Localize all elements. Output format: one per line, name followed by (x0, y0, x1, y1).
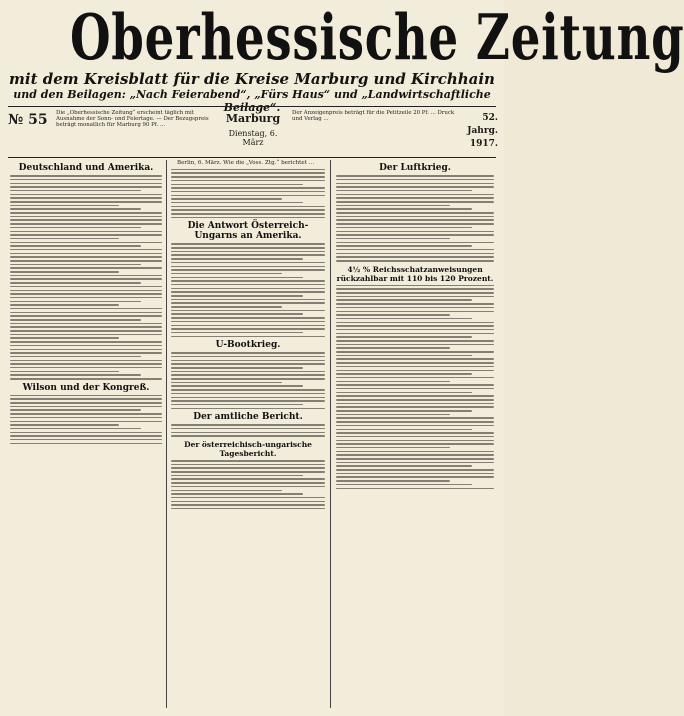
text-line (10, 183, 162, 185)
text-line (171, 393, 325, 395)
text-line (336, 454, 494, 456)
text-line (336, 299, 472, 301)
text-line (10, 197, 162, 199)
text-line (171, 475, 303, 477)
text-line (336, 432, 494, 434)
text-line (10, 256, 162, 258)
text-line (336, 256, 494, 258)
text-line (336, 366, 494, 368)
text-line (336, 392, 472, 394)
text-line (171, 262, 325, 264)
text-line (10, 278, 162, 280)
text-line (336, 469, 494, 471)
column-1 (10, 160, 162, 710)
text-line (336, 429, 472, 431)
text-line (171, 247, 325, 249)
text-line (171, 273, 282, 275)
text-line (10, 315, 162, 317)
article-body (171, 460, 325, 509)
text-line (10, 443, 162, 445)
text-line (171, 471, 325, 473)
text-line (336, 373, 472, 375)
text-line (171, 176, 325, 178)
text-line (171, 180, 325, 182)
text-line (10, 267, 162, 269)
column-separator (166, 160, 167, 708)
text-line (171, 460, 325, 462)
text-line (171, 325, 325, 327)
text-line (336, 227, 472, 229)
text-line (10, 223, 162, 225)
text-line (10, 245, 141, 247)
text-line (10, 435, 162, 437)
text-line (336, 314, 450, 316)
text-line (10, 212, 162, 214)
article-body (171, 169, 325, 218)
dateline (218, 110, 288, 156)
dateline-date: Dienstag, 6. März (228, 129, 278, 147)
text-line (336, 425, 494, 427)
text-line (10, 190, 141, 192)
text-line (336, 179, 494, 181)
text-line (171, 385, 303, 387)
text-line (10, 367, 162, 369)
text-line (336, 201, 494, 203)
text-line (171, 321, 325, 323)
article-intro: Berlin, 6. März. Wie die „Voss. Ztg.“ berichtet ... (177, 160, 315, 166)
text-line (336, 403, 494, 405)
text-line (336, 399, 494, 401)
text-line (171, 277, 303, 279)
dateline-city: Marburg (225, 112, 281, 125)
text-line (336, 488, 494, 490)
text-line (171, 284, 325, 286)
column-2 (171, 160, 325, 710)
text-line (10, 424, 119, 426)
text-line (10, 402, 162, 404)
text-line (10, 345, 162, 347)
text-line (10, 439, 162, 441)
text-line (171, 508, 325, 510)
text-line (10, 249, 162, 251)
text-line (336, 447, 450, 449)
text-line (171, 432, 325, 434)
article-body (10, 175, 162, 379)
text-line (336, 417, 494, 419)
text-line (10, 352, 162, 354)
text-line (171, 328, 325, 330)
text-line (336, 322, 494, 324)
text-line (171, 493, 303, 495)
text-line (10, 413, 162, 415)
text-line (10, 205, 119, 207)
text-line (10, 409, 141, 411)
text-line (336, 362, 494, 364)
volume-label: 52. Jahrg. (467, 113, 498, 136)
text-line (336, 194, 494, 196)
text-line (336, 223, 494, 225)
text-line (171, 424, 325, 426)
text-line (10, 312, 162, 314)
article-heading: Die Antwort Österreich-Ungarns an Amerika. (187, 221, 309, 242)
article-body (336, 175, 494, 261)
text-line (171, 243, 325, 245)
text-line (171, 217, 325, 219)
text-line (171, 302, 325, 304)
text-line (10, 290, 162, 292)
text-line (336, 462, 494, 464)
text-line (171, 389, 325, 391)
text-line (10, 417, 162, 419)
article-heading: Wilson und der Kongreß. (22, 382, 150, 393)
text-line (10, 179, 162, 181)
text-line (10, 337, 119, 339)
text-line (10, 219, 162, 221)
text-line (10, 253, 162, 255)
text-line (171, 408, 325, 410)
article-heading: Der amtliche Bericht. (193, 412, 303, 423)
article-body (171, 424, 325, 437)
text-line (336, 381, 450, 383)
article-body (336, 285, 494, 489)
text-line (10, 297, 162, 299)
text-line (336, 260, 494, 262)
text-line (171, 198, 282, 200)
text-line (10, 319, 141, 321)
text-line (10, 308, 162, 310)
text-line (10, 326, 162, 328)
text-line (10, 260, 162, 262)
text-line (10, 323, 162, 325)
text-line (10, 371, 119, 373)
text-line (336, 285, 494, 287)
text-line (10, 301, 141, 303)
text-line (10, 406, 162, 408)
text-line (336, 318, 472, 320)
text-line (171, 428, 325, 430)
text-line (336, 197, 494, 199)
text-line (336, 231, 494, 233)
text-line (10, 374, 141, 376)
text-line (171, 363, 325, 365)
text-line (171, 213, 325, 215)
text-line (336, 245, 472, 247)
text-line (10, 398, 162, 400)
text-line (336, 351, 494, 353)
text-line (336, 406, 494, 408)
text-line (336, 451, 494, 453)
text-line (10, 227, 141, 229)
text-line (10, 208, 141, 210)
text-line (336, 458, 494, 460)
text-line (171, 356, 325, 358)
text-line (10, 349, 162, 351)
text-line (336, 384, 494, 386)
text-line (336, 440, 494, 442)
text-line (171, 195, 325, 197)
text-line (336, 443, 494, 445)
column-separator (330, 160, 331, 708)
text-line (171, 299, 325, 301)
text-line (336, 355, 472, 357)
text-line (10, 186, 162, 188)
text-line (171, 374, 325, 376)
text-line (171, 254, 325, 256)
text-line (171, 310, 325, 312)
masthead-rule-top (8, 106, 496, 107)
text-line (336, 347, 450, 349)
text-line (171, 404, 303, 406)
text-line (336, 465, 472, 467)
text-line (10, 395, 162, 397)
text-line (171, 191, 325, 193)
text-line (171, 306, 282, 308)
text-line (171, 209, 325, 211)
text-line (336, 186, 494, 188)
text-line (336, 175, 494, 177)
text-line (171, 490, 282, 492)
article-body (10, 395, 162, 444)
text-line (171, 367, 303, 369)
article-heading: 4½ % Reichsschatzanweisungen rückzahlbar mit 110 bis 120 Prozent. (336, 264, 494, 283)
text-line (336, 288, 494, 290)
text-line (171, 172, 325, 174)
text-line (171, 206, 325, 208)
text-line (10, 216, 162, 218)
text-line (336, 253, 494, 255)
column-3 (336, 160, 494, 710)
text-line (336, 183, 494, 185)
text-line (10, 428, 141, 430)
masthead-rule-bottom (8, 157, 496, 158)
text-line (336, 190, 472, 192)
text-line (171, 467, 325, 469)
article-heading: Der österreichisch-ungarische Tagesbericht. (184, 439, 312, 458)
text-line (336, 340, 494, 342)
text-line (171, 266, 325, 268)
text-line (10, 282, 141, 284)
text-line (171, 184, 303, 186)
text-line (171, 497, 325, 499)
text-line (336, 414, 450, 416)
text-line (10, 264, 141, 266)
text-line (336, 219, 494, 221)
article-heading: Deutschland und Amerika. (18, 163, 154, 173)
text-line (336, 388, 494, 390)
text-line (336, 303, 494, 305)
text-line (336, 212, 494, 214)
article-body (171, 352, 325, 409)
text-line (171, 360, 325, 362)
masthead-subtitle-2: und den Beilagen: „Nach Feierabend“, „Fürs Haus“ und „Landwirtschaftliche Beilage“. (13, 88, 491, 114)
text-line (336, 242, 494, 244)
text-line (336, 358, 494, 360)
text-line (10, 421, 162, 423)
text-line (336, 249, 494, 251)
text-line (336, 436, 494, 438)
text-line (336, 333, 494, 335)
text-line (10, 242, 162, 244)
text-line (171, 336, 325, 338)
text-line (336, 307, 494, 309)
text-line (171, 251, 325, 253)
text-line (10, 201, 162, 203)
text-line (336, 410, 472, 412)
text-line (171, 187, 325, 189)
article-heading: Der Luftkrieg. (379, 163, 451, 173)
year-label: 1917. (469, 139, 498, 149)
text-line (10, 341, 162, 343)
text-line (336, 421, 494, 423)
text-line (336, 476, 494, 478)
article-body (171, 243, 325, 337)
text-line (10, 360, 162, 362)
text-line (171, 332, 303, 334)
text-line (171, 478, 325, 480)
advert-price-info: Der Anzeigenpreis beträgt für die Petitzeile 20 Pf. ... Druck und Verlag ... (292, 110, 455, 123)
text-line (171, 504, 325, 506)
text-line (10, 271, 119, 273)
text-line (10, 330, 162, 332)
text-line (336, 234, 494, 236)
text-line (336, 205, 450, 207)
text-line (336, 238, 450, 240)
text-line (171, 382, 282, 384)
text-line (171, 313, 303, 315)
text-line (171, 482, 325, 484)
text-line (171, 288, 325, 290)
text-line (171, 400, 325, 402)
text-line (336, 325, 494, 327)
text-line (336, 484, 472, 486)
text-line (171, 435, 325, 437)
text-line (10, 378, 162, 380)
text-line (336, 344, 494, 346)
text-line (336, 292, 494, 294)
masthead-subtitle-1: mit dem Kreisblatt für die Kreise Marburg und Kirchhain (9, 70, 495, 88)
text-line (171, 371, 325, 373)
issue-number: № 55 (8, 112, 48, 128)
text-line (10, 293, 162, 295)
text-line (10, 432, 162, 434)
text-line (171, 269, 325, 271)
text-line (336, 208, 472, 210)
volume-year (460, 112, 498, 152)
text-line (336, 216, 494, 218)
article-heading: U-Bootkrieg. (215, 340, 281, 351)
text-line (10, 356, 141, 358)
text-line (171, 317, 325, 319)
text-line (171, 397, 325, 399)
text-line (171, 169, 325, 171)
text-line (171, 378, 325, 380)
text-line (336, 480, 450, 482)
text-line (171, 352, 325, 354)
text-line (336, 473, 494, 475)
text-line (10, 304, 119, 306)
text-line (10, 286, 162, 288)
text-line (336, 296, 494, 298)
text-line (171, 291, 325, 293)
text-line (171, 202, 303, 204)
text-line (171, 464, 325, 466)
text-line (336, 329, 494, 331)
newspaper-masthead: Oberhessische Zeitung (69, 0, 684, 74)
text-line (10, 275, 162, 277)
text-line (10, 334, 162, 336)
text-line (171, 295, 303, 297)
text-line (10, 194, 162, 196)
text-line (336, 377, 494, 379)
text-line (171, 486, 325, 488)
text-line (171, 258, 303, 260)
text-line (10, 238, 119, 240)
text-line (336, 311, 494, 313)
text-line (336, 395, 494, 397)
text-line (336, 370, 494, 372)
text-line (171, 501, 325, 503)
text-line (171, 280, 325, 282)
text-line (336, 336, 472, 338)
text-line (10, 231, 162, 233)
text-line (10, 175, 162, 177)
text-line (10, 234, 162, 236)
text-line (10, 363, 162, 365)
subscription-info: Die „Oberhessische Zeitung“ erscheint täglich mit Ausnahme der Sonn- und Feiertage. — Der Bezugspreis beträgt monatlich für Marburg 90 Pf. ... (56, 110, 209, 129)
